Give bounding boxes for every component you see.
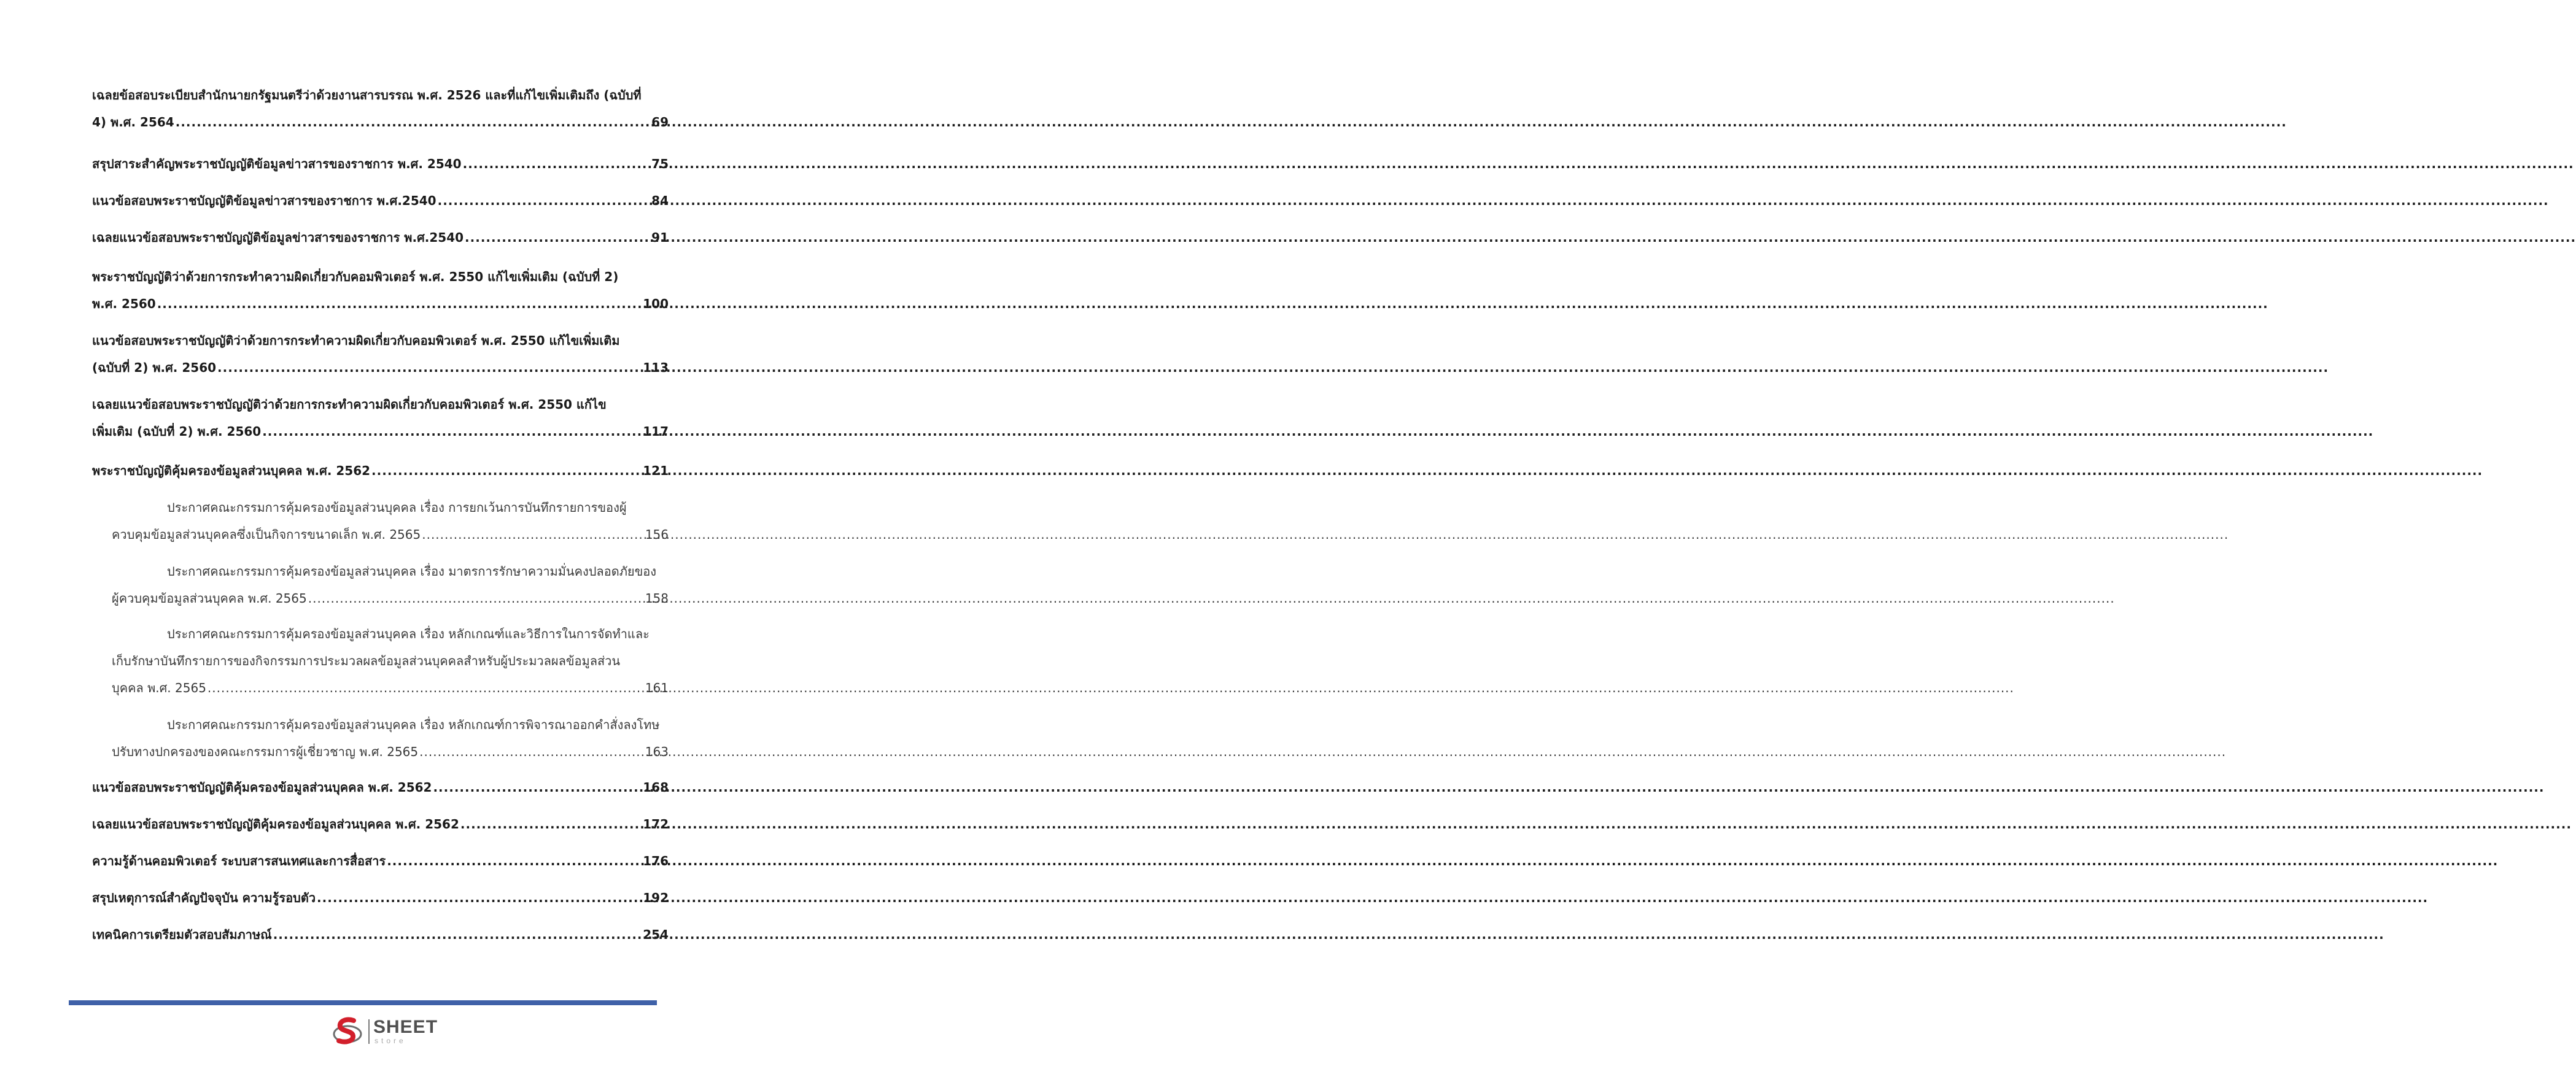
- toc-dot-leader: [460, 815, 642, 833]
- toc-dot-leader: [433, 778, 642, 797]
- toc-entry-line: [92, 925, 669, 944]
- toc-dot-leader: [317, 889, 642, 907]
- toc-entry-text: เฉลยแนวข้อสอบพระราชบัญญัติว่าด้วยการกระทำความผิดเกี่ยวกับคอมพิวเตอร์ พ.ศ. 2550 แก้ไข: [92, 397, 607, 412]
- toc-entry-line: [92, 358, 669, 377]
- toc-entry-text: เฉลยข้อสอบระเบียบสำนักนายกรัฐมนตรีว่าด้วยงานสารบรรณ พ.ศ. 2526 และที่แก้ไขเพิ่มเติมถึง (ฉบับที่: [92, 88, 642, 102]
- toc-entry-line: [92, 268, 669, 286]
- toc-page-number: 254: [643, 927, 669, 942]
- toc-dot-leader: [262, 422, 642, 441]
- toc-page-number: 121: [643, 463, 669, 478]
- toc-entry-line: [112, 652, 669, 670]
- toc-entry-text: แนวข้อสอบพระราชบัญญัติข้อมูลข่าวสารของราชการ พ.ศ.2540: [92, 193, 436, 208]
- toc-page-number: 168: [643, 780, 669, 795]
- toc-page-number: 117: [643, 424, 669, 439]
- toc-dot-leader: [463, 155, 651, 173]
- toc-entry-line: [112, 743, 669, 761]
- toc-dot-leader: [422, 525, 644, 544]
- toc-page-number: 113: [643, 360, 669, 375]
- toc-entry-line: [92, 461, 669, 480]
- toc-page-number: 192: [643, 890, 669, 905]
- toc-entry-text: เฉลยแนวข้อสอบพระราชบัญญัติคุ้มครองข้อมูลส่วนบุคคล พ.ศ. 2562: [92, 817, 459, 832]
- toc-entry-text: เทคนิคการเตรียมตัวสอบสัมภาษณ์: [92, 927, 272, 942]
- toc-page-number: 156: [645, 527, 669, 542]
- toc-entry-text: แนวข้อสอบพระราชบัญญัติคุ้มครองข้อมูลส่วนบุคคล พ.ศ. 2562: [92, 780, 432, 795]
- toc-entry-line: [112, 589, 669, 608]
- toc-entry-text: ประกาศคณะกรรมการคุ้มครองข้อมูลส่วนบุคคล เรื่อง การยกเว้นการบันทึกรายการของผู้: [167, 500, 627, 515]
- toc-dot-leader: [419, 743, 644, 761]
- toc-entry-text: พ.ศ. 2560: [92, 296, 156, 311]
- toc-page-number: 161: [645, 681, 669, 695]
- toc-page-number: 91: [651, 230, 669, 245]
- toc-page-number: 100: [643, 296, 669, 311]
- toc-entry-line: [167, 625, 669, 643]
- toc-entry-line: [112, 679, 669, 697]
- toc-entry-line: [167, 562, 669, 581]
- toc-entry-line: [92, 295, 669, 313]
- toc-entry-line: [92, 113, 669, 131]
- toc-dot-leader: [217, 358, 642, 377]
- toc-entry-line: [92, 852, 669, 870]
- toc-entry-text: ความรู้ด้านคอมพิวเตอร์ ระบบสารสนเทศและการสื่อสาร: [92, 854, 386, 868]
- toc-entry-text: ควบคุมข้อมูลส่วนบุคคลซึ่งเป็นกิจการขนาดเล็ก พ.ศ. 2565: [112, 527, 421, 542]
- toc-page-number: 69: [651, 115, 669, 129]
- toc-entry-line: [92, 331, 669, 350]
- logo-wordmark: SHEET: [373, 1017, 438, 1037]
- toc-page-number: 172: [643, 817, 669, 832]
- toc-entry-line: [167, 716, 669, 734]
- toc-dot-leader: [438, 191, 651, 210]
- logo-separator: [368, 1019, 370, 1044]
- footer-rule: [69, 1000, 657, 1005]
- toc-dot-leader: [371, 461, 642, 480]
- toc-entry-line: [92, 422, 669, 441]
- toc-entry-text: ปรับทางปกครองของคณะกรรมการผู้เชี่ยวชาญ พ.ศ. 2565: [112, 744, 419, 759]
- toc-entry-text: ประกาศคณะกรรมการคุ้มครองข้อมูลส่วนบุคคล เรื่อง หลักเกณฑ์การพิจารณาออกคำสั่งลงโทษ: [167, 717, 660, 732]
- toc-entry-text: สรุปสาระสำคัญพระราชบัญญัติข้อมูลข่าวสารของราชการ พ.ศ. 2540: [92, 156, 462, 171]
- toc-entry-line: [92, 778, 669, 797]
- toc-entry-line: [92, 155, 669, 173]
- toc-page-number: 158: [645, 591, 669, 606]
- toc-entry-text: เก็บรักษาบันทึกรายการของกิจกรรมการประมวลผลข้อมูลส่วนบุคคลสำหรับผู้ประมวลผลข้อมูลส่วน: [112, 654, 621, 668]
- toc-entry-line: [167, 498, 669, 517]
- toc-entry-text: พระราชบัญญัติว่าด้วยการกระทำความผิดเกี่ยวกับคอมพิวเตอร์ พ.ศ. 2550 แก้ไขเพิ่มเติม (ฉบับที่ 2): [92, 269, 619, 284]
- sheet-store-logo: [332, 1016, 442, 1050]
- toc-entry-text: (ฉบับที่ 2) พ.ศ. 2560: [92, 360, 217, 375]
- toc-dot-leader: [176, 113, 650, 131]
- toc-entry-text: เพิ่มเติม (ฉบับที่ 2) พ.ศ. 2560: [92, 424, 262, 439]
- toc-entry-line: [112, 525, 669, 544]
- toc-entry-text: ประกาศคณะกรรมการคุ้มครองข้อมูลส่วนบุคคล เรื่อง มาตรการรักษาความมั่นคงปลอดภัยของ: [167, 564, 657, 579]
- toc-dot-leader: [273, 925, 642, 944]
- sheet-store-logo-mark-icon: [332, 1016, 363, 1048]
- toc-entry-line: [92, 815, 669, 833]
- toc-entry-text: พระราชบัญญัติคุ้มครองข้อมูลส่วนบุคคล พ.ศ. 2562: [92, 463, 371, 478]
- toc-page-number: 163: [645, 744, 669, 759]
- toc-entry-text: บุคคล พ.ศ. 2565: [112, 681, 206, 695]
- toc-entry-text: เฉลยแนวข้อสอบพระราชบัญญัติข้อมูลข่าวสารของราชการ พ.ศ.2540: [92, 230, 464, 245]
- toc-entry-text: 4) พ.ศ. 2564: [92, 115, 174, 129]
- toc-entry-line: [92, 86, 669, 104]
- toc-dot-leader: [157, 295, 642, 313]
- toc-entry-text: ประกาศคณะกรรมการคุ้มครองข้อมูลส่วนบุคคล เรื่อง หลักเกณฑ์และวิธีการในการจัดทำและ: [167, 627, 650, 641]
- toc-entry-text: สรุปเหตุการณ์สำคัญปัจจุบัน ความรู้รอบตัว: [92, 890, 316, 905]
- toc-page-number: 176: [643, 854, 669, 868]
- toc-page-number: 84: [651, 193, 669, 208]
- toc-dot-leader: [387, 852, 642, 870]
- toc-entry-line: [92, 395, 669, 414]
- toc-entry-text: ผู้ควบคุมข้อมูลส่วนบุคคล พ.ศ. 2565: [112, 591, 307, 606]
- toc-dot-leader: [208, 679, 644, 697]
- toc-page-number: 75: [651, 156, 669, 171]
- toc-entry-line: [92, 889, 669, 907]
- toc-dot-leader: [308, 589, 644, 608]
- logo-subtext: store: [374, 1036, 406, 1045]
- toc-entry-line: [92, 228, 669, 247]
- toc-dot-leader: [465, 228, 650, 247]
- toc-entry-text: แนวข้อสอบพระราชบัญญัติว่าด้วยการกระทำความผิดเกี่ยวกับคอมพิวเตอร์ พ.ศ. 2550 แก้ไขเพิ่มเติม: [92, 333, 620, 348]
- toc-entry-line: [92, 191, 669, 210]
